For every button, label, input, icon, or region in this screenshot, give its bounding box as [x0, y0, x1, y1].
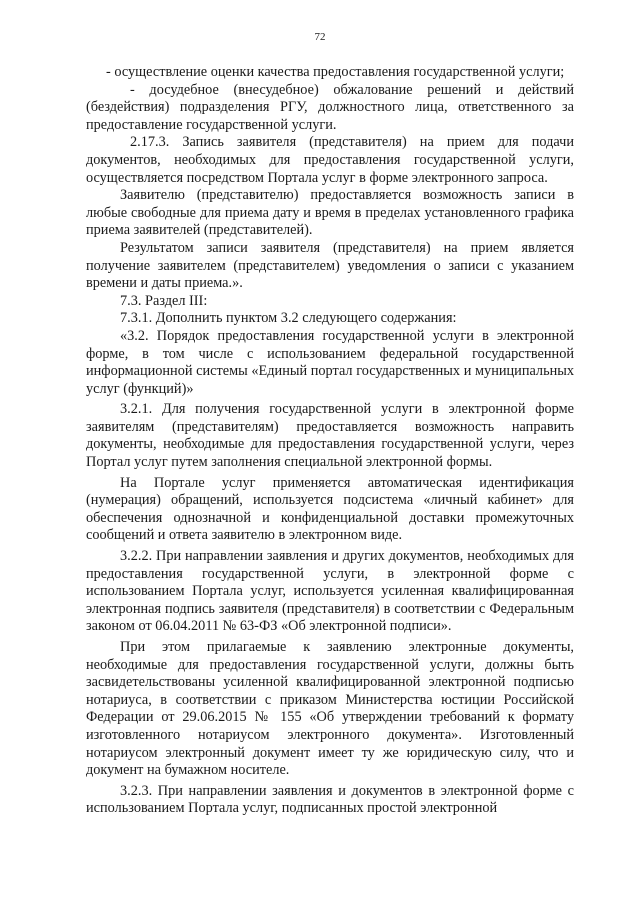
- document-body: [86, 64, 574, 818]
- paragraph-3-2-2: 3.2.2. При направлении заявления и других документов, необходимых для предоставления государственной услуги, в электронной форме с использованием Портала услуг, используется усиленная квалифицированная электронная подпись заявителя (представителя) в соответствии с Федеральным законом от 06.04.2011 № 63-ФЗ «Об электронной подписи».: [86, 548, 574, 635]
- paragraph-appointment-result: Результатом записи заявителя (представителя) на прием является получение заявителем (представителем) уведомления о записи с указанием времени и даты приема.».: [86, 239, 574, 292]
- paragraph-2-17-3: 2.17.3. Запись заявителя (представителя) на прием для подачи документов, необходимых для предоставления государственной услуги, осуществляется посредством Портала услуг в форме электронного запроса.: [86, 134, 574, 186]
- paragraph-3-2-heading: «3.2. Порядок предоставления государственной услуги в электронной форме, в том числе с использованием федеральной государственной информационной системы «Единый портал государственных и муниципальных услуг (функций)»: [86, 327, 574, 397]
- paragraph-7-3-1: 7.3.1. Дополнить пунктом 3.2 следующего содержания:: [120, 310, 457, 327]
- paragraph-quality-assessment: - осуществление оценки качества предоставления государственной услуги;: [106, 64, 565, 80]
- page-number: 72: [314, 31, 326, 43]
- paragraph-3-2-1: 3.2.1. Для получения государственной услуги в электронной форме заявителям (представителям) предоставляется возможность направить документы, необходимые для предоставления государственной услуги, через Портал услуг путем заполнения специальной электронной формы.: [86, 401, 574, 471]
- paragraph-portal-identification: На Портале услуг применяется автоматическая идентификация (нумерация) обращений, используется подсистема «личный кабинет» для обеспечения однозначной и конфиденциальной доставки промежуточных сообщений и ответа заявителю в электронном виде.: [86, 474, 574, 544]
- paragraph-appointment-options: Заявителю (представителю) предоставляется возможность записи в любые свободные для приема дату и время в пределах установленного графика приема заявителей (представителей).: [86, 187, 574, 239]
- paragraph-3-2-3: 3.2.3. При направлении заявления и документов в электронной форме с использованием Портала услуг, подписанных простой электронной: [86, 782, 574, 817]
- paragraph-7-3: 7.3. Раздел III:: [120, 292, 208, 309]
- paragraph-notary-signature: При этом прилагаемые к заявлению электронные документы, необходимые для предоставления государственной услуги, должны быть засвидетельствованы усиленной квалифицированной электронной подписью нотариуса, в соответствии с приказом Министерства юстиции Российской Федерации от 29.06.2015 № 155 «Об утверждении требований к формату изготовленного нотариусом электронного документа». Изготовленный нотариусом электронный документ имеет ту же юридическую силу, что и документ на бумажном носителе.: [86, 639, 574, 779]
- paragraph-pretrial-appeal: - досудебное (внесудебное) обжалование решений и действий (бездействия) подразделения РГУ, должностного лица, ответственного за предоставление государственной услуги.: [86, 81, 574, 133]
